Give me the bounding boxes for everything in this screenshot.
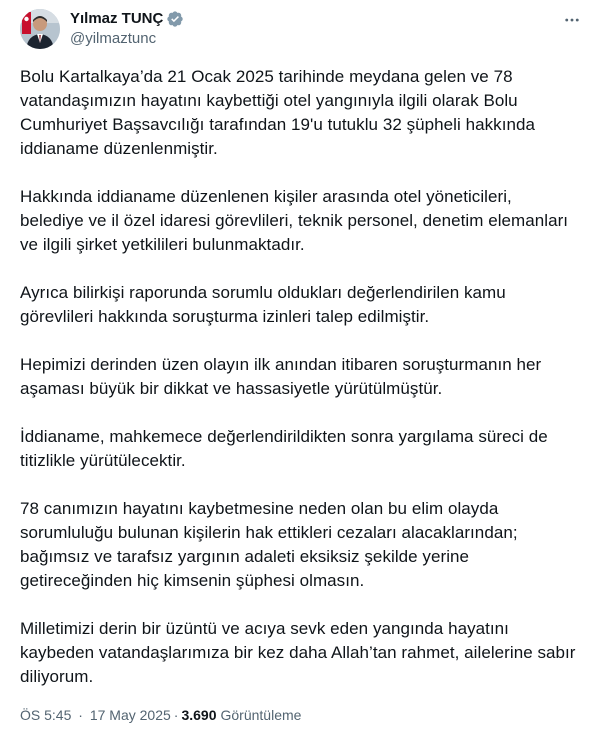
tweet-paragraph: Bolu Kartalkaya’da 21 Ocak 2025 tarihinde meydana gelen ve 78 vatandaşımızın hayatını kaybettiği otel yangınıyla ilgili olarak Bolu Cumhuriyet Başsavcılığı tarafından 19'u tutuklu 32 şüpheli hakkında iddianame düzenlenmiştir. bbox=[20, 67, 536, 158]
views-count: 3.690 bbox=[181, 707, 217, 723]
tweet-paragraph: Milletimizi derin bir üzüntü ve acıya sevk eden yangında hayatını kaybeden vatandaşlarımıza bir kez daha Allah’tan rahmet, ailelerine sabır diliyorum. bbox=[20, 619, 576, 686]
tweet-time: ÖS 5:45 bbox=[20, 707, 72, 723]
tweet-paragraph: 78 canımızın hayatını kaybetmesine neden olan bu elim olayda sorumluluğu bulunan kişilerin hak ettikleri cezaları alacaklarından; bağımsız ve tarafsız yargının adaleti eksiksiz şekilde yerine getireceğinden hiç kimsenin şüphesi olmasın. bbox=[20, 499, 518, 590]
avatar[interactable] bbox=[20, 9, 60, 49]
tweet-paragraph: Hakkında iddianame düzenlenen kişiler arasında otel yöneticileri, belediye ve il özel idaresi görevlileri, teknik personel, denetim elemanları ve ilgili şirket yetkilileri bulunmaktadır. bbox=[20, 187, 569, 254]
avatar-image bbox=[20, 9, 60, 49]
meta-separator: · bbox=[78, 707, 83, 723]
views-label: Görüntüleme bbox=[220, 707, 302, 723]
meta-separator: · bbox=[173, 707, 179, 723]
verified-badge-icon[interactable] bbox=[166, 10, 184, 28]
author-header bbox=[70, 9, 184, 49]
tweet-meta bbox=[20, 706, 301, 724]
tweet-paragraph: Ayrıca bilirkişi raporunda sorumlu oldukları değerlendirilen kamu görevlileri hakkında soruşturma izinleri talep edilmiştir. bbox=[20, 283, 506, 326]
display-name[interactable]: Yılmaz TUNÇ bbox=[70, 10, 164, 27]
tweet-paragraph: Hepimizi derinden üzen olayın ilk anından itibaren soruşturmanın her aşaması büyük bir dikkat ve hassasiyetle yürütülmüştür. bbox=[20, 355, 542, 398]
display-name-row bbox=[70, 9, 184, 29]
tweet-paragraph: İddianame, mahkemece değerlendirildikten sonra yargılama süreci de titizlikle yürütülecektir. bbox=[20, 427, 548, 470]
tweet-text bbox=[20, 65, 585, 689]
more-horizontal-icon[interactable] bbox=[561, 9, 583, 31]
author-handle[interactable]: @yilmaztunc bbox=[70, 30, 157, 47]
tweet-date: 17 May 2025 bbox=[89, 707, 171, 723]
timestamp-link[interactable] bbox=[20, 706, 171, 724]
